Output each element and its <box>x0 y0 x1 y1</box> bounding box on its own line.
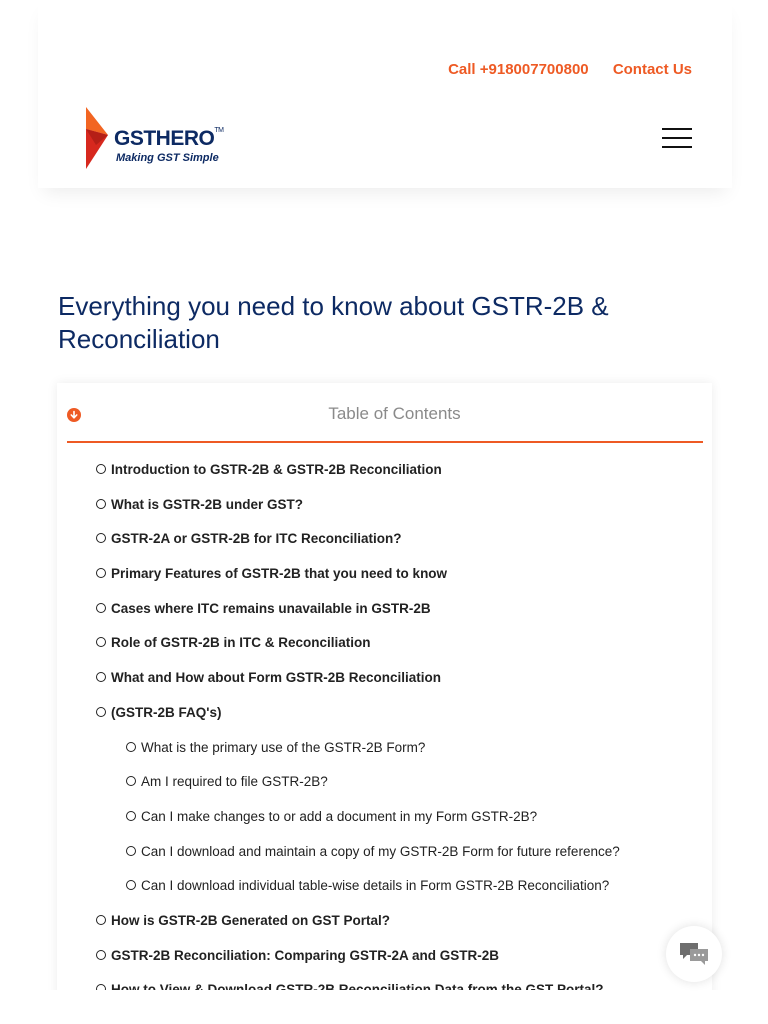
toc-link[interactable]: GSTR-2B Reconciliation: Comparing GSTR-2A and GSTR-2B <box>111 947 500 963</box>
toc-link[interactable]: Cases where ITC remains unavailable in GSTR-2B <box>111 600 431 616</box>
toc-subitem <box>57 800 712 835</box>
gsthero-logo[interactable] <box>86 107 226 171</box>
site-header <box>38 0 732 188</box>
circle-bullet-icon <box>96 568 106 578</box>
toc-item <box>57 488 712 523</box>
contact-us-link[interactable]: Contact Us <box>612 61 692 78</box>
circle-bullet-icon <box>96 950 106 960</box>
circle-bullet-icon <box>96 603 106 613</box>
toc-subitem <box>57 731 712 766</box>
circle-bullet-icon <box>126 880 136 890</box>
logo-wordmark <box>114 127 223 151</box>
toc-item <box>57 592 712 627</box>
chat-widget-button[interactable] <box>666 926 722 982</box>
toc-title: Table of Contents <box>328 404 461 423</box>
logo-brand-gst: GST <box>114 127 156 150</box>
toc-link[interactable]: GSTR-2A or GSTR-2B for ITC Reconciliation? <box>111 531 402 547</box>
circle-bullet-icon <box>96 637 106 647</box>
toc-link[interactable]: Am I required to file GSTR-2B? <box>141 774 328 790</box>
toc-item <box>57 939 712 974</box>
toc-divider <box>67 441 703 443</box>
toc-item <box>57 557 712 592</box>
toc-link[interactable]: (GSTR-2B FAQ's) <box>111 704 222 720</box>
hamburger-line <box>662 137 692 139</box>
circle-bullet-icon <box>96 464 106 474</box>
hamburger-line <box>662 128 692 130</box>
table-of-contents <box>57 383 712 1024</box>
toc-subitem <box>57 869 712 904</box>
logo-mark-icon <box>86 107 110 171</box>
toc-subitem <box>57 835 712 870</box>
logo-brand-hero: HERO <box>155 127 215 150</box>
circle-bullet-icon <box>126 742 136 752</box>
logo-trademark: TM <box>214 127 224 134</box>
toc-item <box>57 626 712 661</box>
circle-bullet-icon <box>96 499 106 509</box>
hamburger-menu-icon[interactable] <box>662 128 692 148</box>
logo-tagline: Making GST Simple <box>116 152 219 164</box>
toc-item <box>57 661 712 696</box>
circle-bullet-icon <box>126 846 136 856</box>
circle-bullet-icon <box>126 811 136 821</box>
toc-link[interactable]: How is GSTR-2B Generated on GST Portal? <box>111 912 391 928</box>
toc-item <box>57 522 712 557</box>
toc-link[interactable]: Primary Features of GSTR-2B that you need to know <box>111 566 448 582</box>
toc-item <box>57 696 712 731</box>
toc-link[interactable]: Can I make changes to or add a document in my Form GSTR-2B? <box>141 808 538 824</box>
toc-subitem <box>57 765 712 800</box>
toc-item <box>57 904 712 939</box>
toc-link[interactable]: Can I download individual table-wise details in Form GSTR-2B Reconciliation? <box>141 878 610 894</box>
toc-list <box>57 453 712 1008</box>
phone-link[interactable]: Call +918007700800 <box>448 61 589 78</box>
circle-bullet-icon <box>126 776 136 786</box>
circle-bullet-icon <box>96 915 106 925</box>
circle-bullet-icon <box>96 672 106 682</box>
toc-link[interactable]: What is the primary use of the GSTR-2B Form? <box>141 739 426 755</box>
toc-link[interactable]: What is GSTR-2B under GST? <box>111 496 304 512</box>
top-links <box>428 61 692 78</box>
toc-link[interactable]: What and How about Form GSTR-2B Reconciliation <box>111 670 442 686</box>
toc-item <box>57 453 712 488</box>
toc-link[interactable]: Can I download and maintain a copy of my GSTR-2B Form for future reference? <box>141 843 620 859</box>
viewport-bottom-band <box>0 990 768 1024</box>
toc-link[interactable]: Role of GSTR-2B in ITC & Reconciliation <box>111 635 371 651</box>
chat-bubbles-icon <box>678 941 710 967</box>
circle-bullet-icon <box>96 707 106 717</box>
circle-bullet-icon <box>96 533 106 543</box>
hamburger-line <box>662 146 692 148</box>
toc-link[interactable]: Introduction to GSTR-2B & GSTR-2B Reconciliation <box>111 462 442 477</box>
page-title: Everything you need to know about GSTR-2B & Reconciliation <box>58 291 609 354</box>
